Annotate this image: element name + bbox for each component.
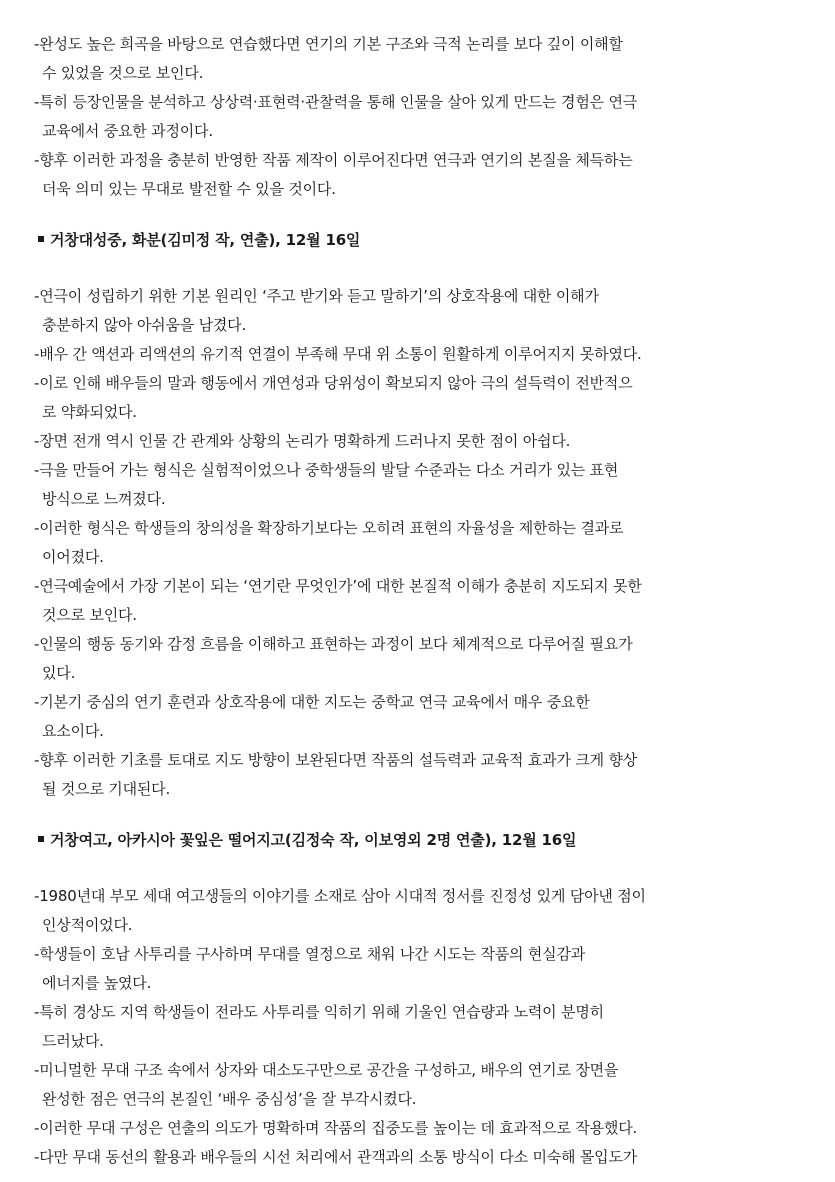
square-bullet-icon (38, 236, 44, 242)
text-line: -특히 등장인물을 분석하고 상상력·표현력·관찰력을 통해 인물을 살아 있게 만드는 경험은 연극 (34, 93, 638, 111)
section-heading (38, 830, 576, 850)
text-line: 에너지를 높였다. (42, 974, 152, 992)
text-line: 요소이다. (42, 722, 104, 740)
text-line: -이로 인해 배우들의 말과 행동에서 개연성과 당위성이 확보되지 않아 극의 설득력이 전반적으 (34, 374, 633, 392)
text-line: 완성한 점은 연극의 본질인 ‘배우 중심성’을 잘 부각시켰다. (42, 1090, 417, 1108)
text-line: -향후 이러한 기초를 토대로 지도 방향이 보완된다면 작품의 설득력과 교육적 효과가 크게 향상 (34, 751, 638, 769)
text-line: -배우 간 액션과 리액션의 유기적 연결이 부족해 무대 위 소통이 원활하게 이루어지지 못하였다. (34, 345, 642, 363)
text-line: 것으로 보인다. (42, 606, 137, 624)
text-line: -연극이 성립하기 위한 기본 원리인 ‘주고 받기와 듣고 말하기’의 상호작용에 대한 이해가 (34, 287, 599, 305)
square-bullet-icon (38, 836, 44, 842)
text-line: 더욱 의미 있는 무대로 발전할 수 있을 것이다. (42, 180, 336, 198)
section-heading (38, 230, 360, 250)
section-heading-text: 거창여고, 아카시아 꽃잎은 떨어지고(김정숙 작, 이보영외 2명 연출), 12월 16일 (50, 831, 577, 849)
text-line: 인상적이었다. (42, 916, 133, 934)
text-line: -이러한 형식은 학생들의 창의성을 확장하기보다는 오히려 표현의 자율성을 제한하는 결과로 (34, 519, 624, 537)
text-line: 이어졌다. (42, 548, 104, 566)
text-line: -장면 전개 역시 인물 간 관계와 상황의 논리가 명확하게 드러나지 못한 점이 아쉽다. (34, 432, 571, 450)
text-line: 충분하지 않아 아쉬움을 남겼다. (42, 316, 247, 334)
text-line: -1980년대 부모 세대 여고생들의 이야기를 소재로 삼아 시대적 정서를 진정성 있게 담아낸 점이 (34, 887, 646, 905)
text-line: -다만 무대 동선의 활용과 배우들의 시선 처리에서 관객과의 소통 방식이 다소 미숙해 몰입도가 (34, 1148, 638, 1166)
text-line: -미니멀한 무대 구조 속에서 상자와 대소도구만으로 공간을 구성하고, 배우의 연기로 장면을 (34, 1061, 619, 1079)
text-line: 될 것으로 기대된다. (42, 780, 171, 798)
text-line: 수 있었을 것으로 보인다. (42, 64, 204, 82)
text-line: -연극예술에서 가장 기본이 되는 ‘연기란 무엇인가’에 대한 본질적 이해가 충분히 지도되지 못한 (34, 577, 642, 595)
text-line: -이러한 무대 구성은 연출의 의도가 명확하며 작품의 집중도를 높이는 데 효과적으로 작용했다. (34, 1119, 638, 1137)
text-line: 드러났다. (42, 1032, 104, 1050)
section-heading-text: 거창대성중, 화분(김미정 작, 연출), 12월 16일 (50, 231, 361, 249)
text-line: -향후 이러한 과정을 충분히 반영한 작품 제작이 이루어진다면 연극과 연기의 본질을 체득하는 (34, 151, 633, 169)
text-line: 로 약화되었다. (42, 403, 137, 421)
text-line: -특히 경상도 지역 학생들이 전라도 사투리를 익히기 위해 기울인 연습량과 노력이 분명히 (34, 1003, 604, 1021)
text-line: -기본기 중심의 연기 훈련과 상호작용에 대한 지도는 중학교 연극 교육에서 매우 중요한 (34, 693, 590, 711)
text-line: 방식으로 느껴졌다. (42, 490, 166, 508)
text-line: 있다. (42, 664, 76, 682)
text-line: -극을 만들어 가는 형식은 실험적이었으나 중학생들의 발달 수준과는 다소 거리가 있는 표현 (34, 461, 619, 479)
text-line: -인물의 행동 동기와 감정 흐름을 이해하고 표현하는 과정이 보다 체계적으로 다루어질 필요가 (34, 635, 633, 653)
text-line: 교육에서 중요한 과정이다. (42, 122, 213, 140)
text-line: -학생들이 호남 사투리를 구사하며 무대를 열정으로 채워 나간 시도는 작품의 현실감과 (34, 945, 586, 963)
text-line: -완성도 높은 희곡을 바탕으로 연습했다면 연기의 기본 구조와 극적 논리를 보다 깊이 이해할 (34, 35, 623, 53)
